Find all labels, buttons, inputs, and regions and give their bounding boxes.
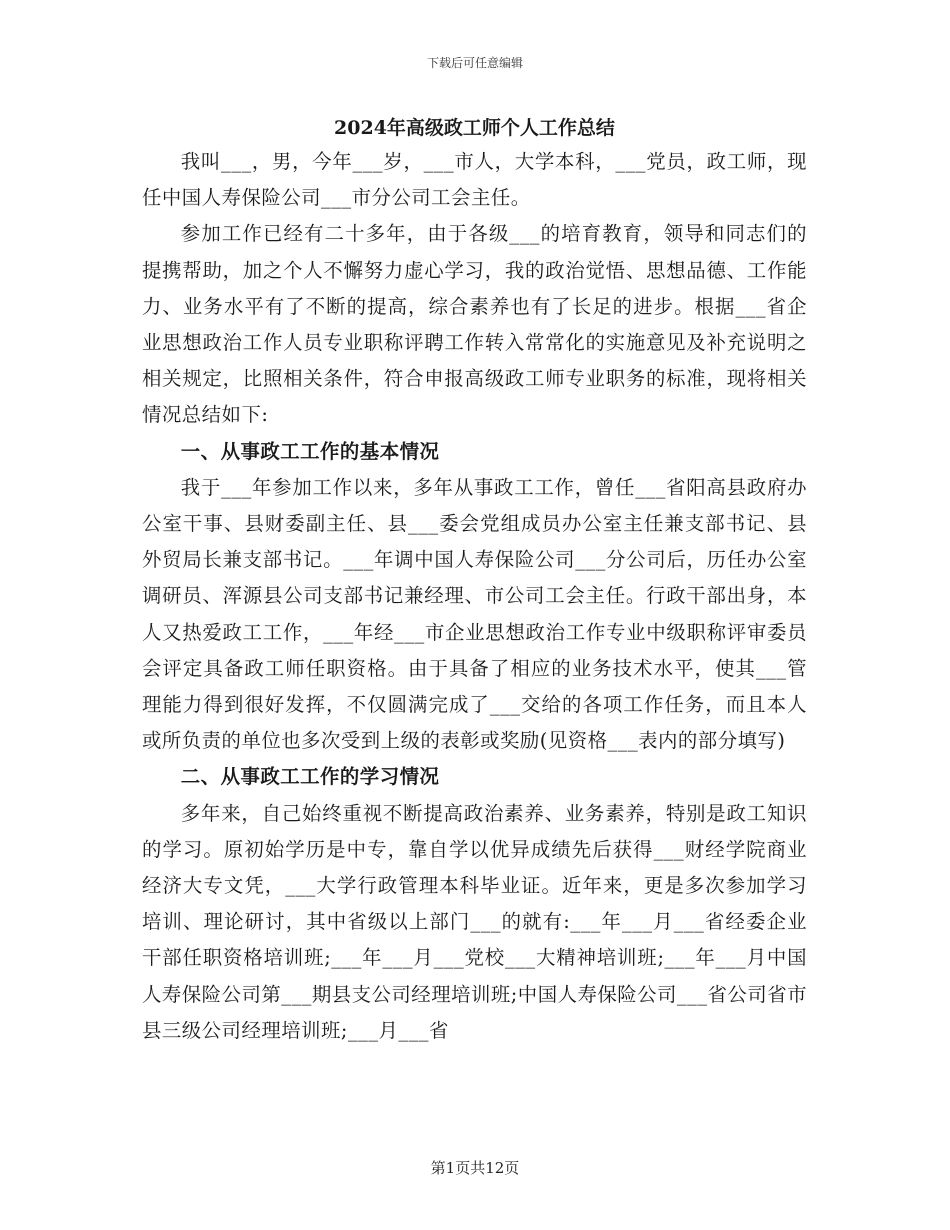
paragraph-background: 参加工作已经有二十多年，由于各级___的培育教育，领导和同志们的提携帮助，加之个人不懈努力虚心学习，我的政治觉悟、思想品德、工作能力、业务水平有了不断的提高，综合素养也有了长足的进步。根据___省企业思想政治工作人员专业职称评聘工作转入常常化的实施意见及补充说明之相关规定，比照相关条件，符合申报高级政工师专业职务的标准，现将相关情况总结如下: <box>142 222 807 427</box>
paragraph-study: 多年来，自己始终重视不断提高政治素养、业务素养，特别是政工知识的学习。原初始学历是中专，靠自学以优异成绩先后获得___财经学院商业经济大专文凭，___大学行政管理本科毕业证。近年来，更是多次参加学习培训、理论研讨，其中省级以上部门___的就有:___年___月___省经委企业干部任职资格培训班;___年___月___党校___大精神培训班;___年___月中国人寿保险公司第___期县支公司经理培训班;中国人寿保险公司___省公司省市县三级公司经理培训班;___月___省 <box>142 801 807 1042</box>
document-body <box>142 112 807 1049</box>
section-heading-study: 二、从事政工工作的学习情况 <box>180 765 440 789</box>
paragraph-intro: 我叫___，男，今年___岁，___市人，大学本科，___党员，政工师，现任中国人寿保险公司___市分公司工会主任。 <box>142 150 807 210</box>
page-header: 下载后可任意编辑 <box>426 56 523 70</box>
page-footer: 第1页共12页 <box>430 1159 520 1177</box>
document-title: 2024年高级政工师个人工作总结 <box>334 117 615 139</box>
paragraph-work-history: 我于___年参加工作以来，多年从事政工工作，曾任___省阳高县政府办公室干事、县财委副主任、县___委会党组成员办公室主任兼支部书记、县外贸局长兼支部书记。___年调中国人寿保险公司___分公司后，历任办公室调研员、浑源县公司支部书记兼经理、市公司工会主任。行政干部出身，本人又热爱政工工作，___年经___市企业思想政治工作专业中级职称评审委员会评定具备政工师任职资格。由于具备了相应的业务技术水平，使其___管理能力得到很好发挥，不仅圆满完成了___交给的各项工作任务，而且本人或所负责的单位也多次受到上级的表彰或奖励(见资格___表内的部分填写) <box>142 475 807 753</box>
section-heading-basic-info: 一、从事政工工作的基本情况 <box>180 439 440 463</box>
